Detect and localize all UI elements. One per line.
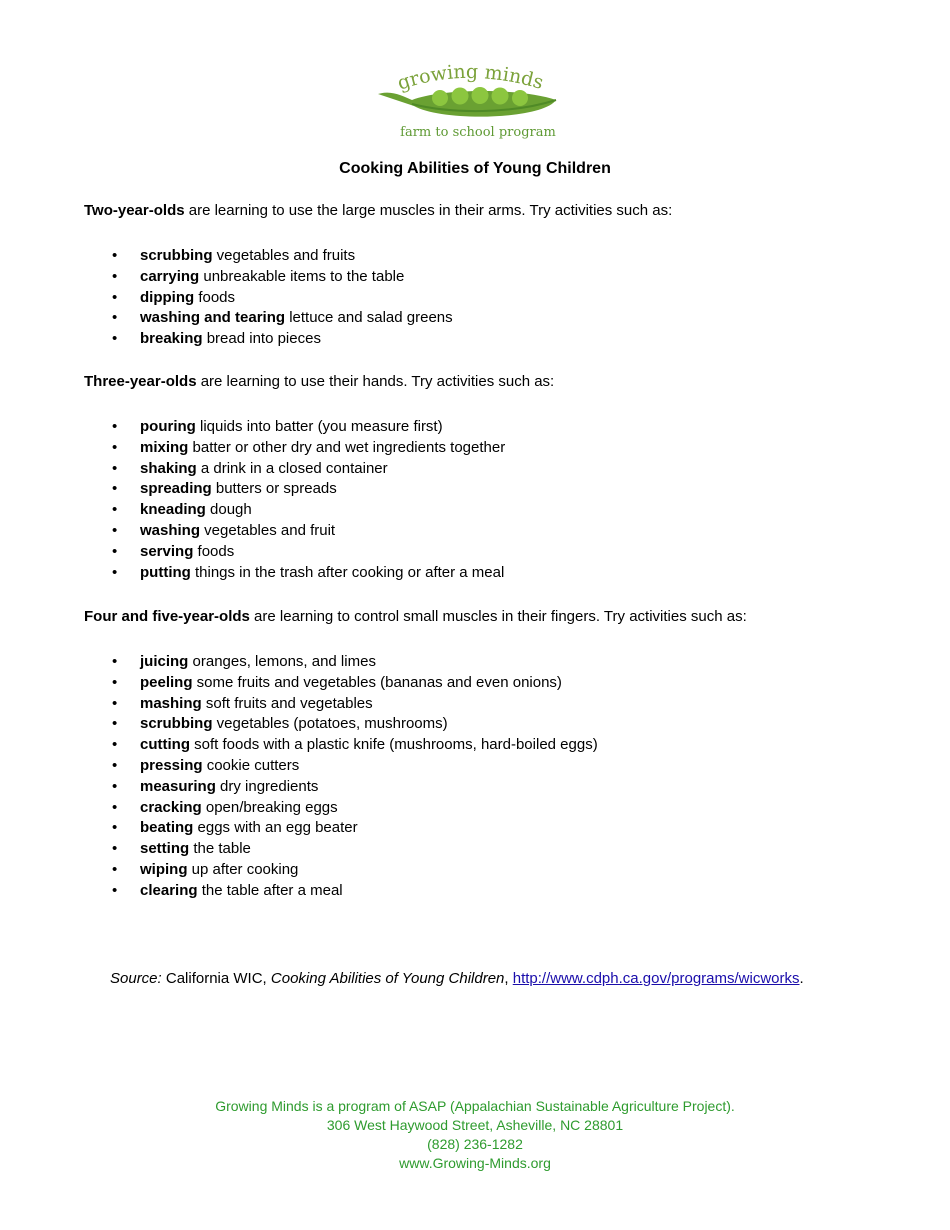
list-item: • cutting soft foods with a plastic knife (mushrooms, hard-boiled eggs) xyxy=(84,735,598,756)
list-item: • mixing batter or other dry and wet ingredients together xyxy=(84,438,505,459)
logo-tagline: farm to school program xyxy=(400,125,556,140)
list-item: • wiping up after cooking xyxy=(84,860,598,881)
list-item: • shaking a drink in a closed container xyxy=(84,459,505,480)
age-group-label: Four and five-year-olds xyxy=(84,608,250,625)
list-item: • clearing the table after a meal xyxy=(84,881,598,902)
age-group-label: Two-year-olds xyxy=(84,202,185,219)
list-item: • washing and tearing lettuce and salad greens xyxy=(84,308,453,329)
list-item: • spreading butters or spreads xyxy=(84,479,505,500)
list-item: • scrubbing vegetables and fruits xyxy=(84,246,453,267)
source-link[interactable]: http://www.cdph.ca.gov/programs/wicworks xyxy=(512,970,800,987)
list-item: • kneading dough xyxy=(84,500,505,521)
activity-list-two-year-olds xyxy=(84,246,453,350)
source-citation: Source: California WIC, Cooking Abilities of Young Children, http://www.cdph.ca.gov/programs/wicworks. xyxy=(110,970,804,987)
footer-website[interactable]: www.Growing-Minds.org xyxy=(399,1155,551,1171)
activity-list-three-year-olds xyxy=(84,417,505,583)
list-item: • juicing oranges, lemons, and limes xyxy=(84,652,598,673)
list-item: • carrying unbreakable items to the table xyxy=(84,267,453,288)
age-group-label: Three-year-olds xyxy=(84,373,197,390)
footer-program-line: Growing Minds is a program of ASAP (Appalachian Sustainable Agriculture Project). xyxy=(215,1098,735,1114)
section-intro-three-year-olds: Three-year-olds are learning to use their hands. Try activities such as: xyxy=(84,373,555,390)
section-intro-two-year-olds: Two-year-olds are learning to use the large muscles in their arms. Try activities such as: xyxy=(84,202,673,219)
list-item: • setting the table xyxy=(84,839,598,860)
activity-list-four-five-year-olds xyxy=(84,652,598,902)
list-item: • mashing soft fruits and vegetables xyxy=(84,694,598,715)
list-item: • pouring liquids into batter (you measure first) xyxy=(84,417,505,438)
source-label: Source: xyxy=(110,970,162,987)
source-work-title: Cooking Abilities of Young Children xyxy=(270,970,505,987)
list-item: • pressing cookie cutters xyxy=(84,756,598,777)
list-item: • peeling some fruits and vegetables (bananas and even onions) xyxy=(84,673,598,694)
list-item: • measuring dry ingredients xyxy=(84,777,598,798)
footer-phone: (828) 236-1282 xyxy=(427,1136,523,1152)
list-item: • beating eggs with an egg beater xyxy=(84,818,598,839)
list-item: • washing vegetables and fruit xyxy=(84,521,505,542)
page-title: Cooking Abilities of Young Children xyxy=(339,160,611,177)
growing-minds-logo xyxy=(372,60,572,142)
list-item: • dipping foods xyxy=(84,288,453,309)
list-item: • cracking open/breaking eggs xyxy=(84,798,598,819)
footer-address: 306 West Haywood Street, Asheville, NC 28801 xyxy=(326,1117,624,1133)
list-item: • putting things in the trash after cooking or after a meal xyxy=(84,563,505,584)
footer xyxy=(0,1097,950,1173)
list-item: • scrubbing vegetables (potatoes, mushrooms) xyxy=(84,714,598,735)
list-item: • breaking bread into pieces xyxy=(84,329,453,350)
section-intro-four-five-year-olds: Four and five-year-olds are learning to control small muscles in their fingers. Try activities such as: xyxy=(84,608,747,625)
list-item: • serving foods xyxy=(84,542,505,563)
logo-wordmark: growing minds xyxy=(394,60,546,95)
